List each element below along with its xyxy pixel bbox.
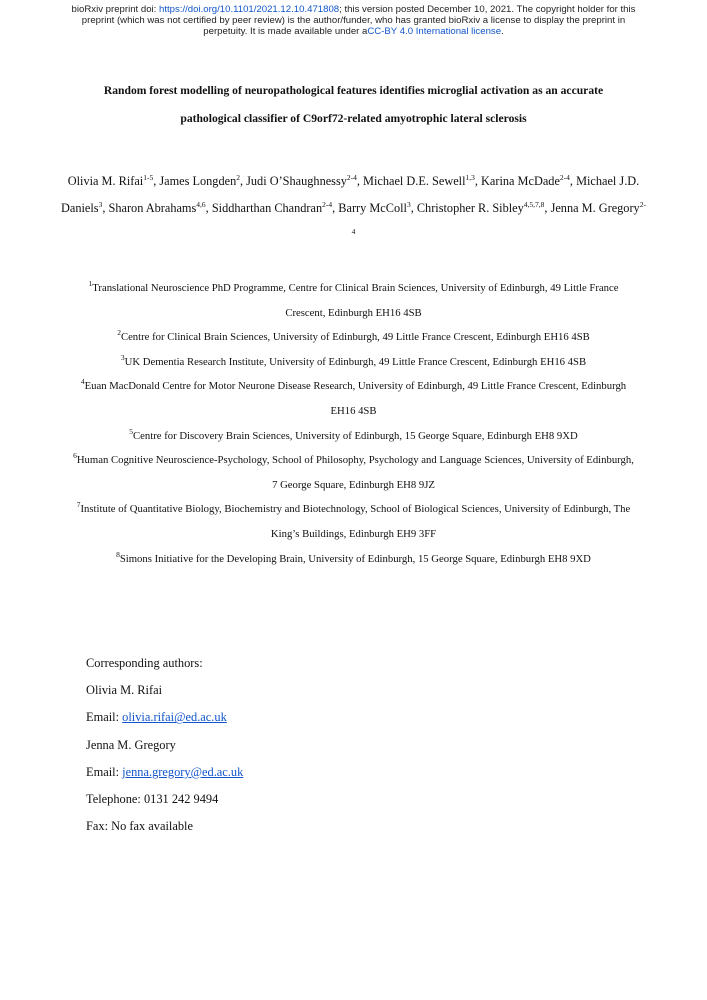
affiliation: [70, 350, 637, 375]
author-name: Olivia M. Rifai: [67, 174, 144, 188]
affiliation: [70, 276, 637, 325]
author-name: Michael D.E. Sewell: [363, 174, 466, 188]
affiliation-text: Simons Initiative for the Developing Brain, University of Edinburgh, 15 George Square, Edinburgh EH8 9XD: [119, 552, 591, 565]
preprint-banner: [0, 4, 707, 37]
affiliation: [70, 448, 637, 497]
affiliation-number: 8: [116, 549, 120, 559]
author-name: James Longden: [159, 174, 237, 188]
affiliation: [70, 325, 637, 350]
author-affiliation-sup: 4,5,7,8: [523, 200, 545, 209]
banner-line-1-prefix: bioRxiv preprint doi:: [71, 4, 159, 15]
banner-line-3-suffix: .: [501, 26, 504, 37]
affiliation-number: 5: [129, 426, 134, 436]
author-affiliation-sup: 3: [406, 200, 411, 209]
affiliation-number: 2: [117, 328, 121, 338]
author-separator: ,: [239, 174, 247, 188]
telephone: Telephone: 0131 242 9494: [86, 792, 219, 807]
affiliation-number: 1: [88, 279, 93, 288]
affiliation-number: 4: [80, 377, 85, 387]
affiliation-text: Euan MacDonald Centre for Motor Neurone Disease Research, University of Edinburgh, 49 Little France Crescent, Edinburgh EH16 4SB: [84, 380, 627, 417]
author-affiliation-sup: 2-4: [346, 173, 357, 182]
author-affiliation-sup: 3: [98, 200, 103, 209]
author-affiliation-sup: 2-4: [351, 200, 646, 236]
affiliation-number: 3: [120, 352, 125, 362]
author-name: Siddharthan Chandran: [211, 201, 323, 215]
contact-2-email-row: [86, 759, 586, 786]
author-list: [60, 168, 647, 249]
author-name: Judi O’Shaughnessy: [246, 174, 347, 188]
contact-2-name: Jenna M. Gregory: [86, 737, 176, 752]
author-separator: ,: [205, 201, 212, 215]
banner-line-1: [0, 4, 707, 15]
affiliation-text: UK Dementia Research Institute, University of Edinburgh, 49 Little France Crescent, Edinburgh EH16 4SB: [124, 355, 587, 368]
corresponding-heading: Corresponding authors:: [86, 656, 203, 670]
author: [338, 201, 417, 215]
author-affiliation-sup: 2-4: [559, 173, 570, 182]
affiliation: [70, 497, 637, 546]
author: [159, 174, 246, 188]
affiliation-text: Institute of Quantitative Biology, Biochemistry and Biotechnology, School of Biological Sciences, University of Edinburgh, The King’s Buildings, Edinburgh EH9 3FF: [80, 503, 631, 540]
affiliation-text: Centre for Discovery Brain Sciences, University of Edinburgh, 15 George Square, Edinburgh EH8 9XD: [133, 429, 578, 442]
affiliation: [70, 547, 637, 572]
affiliation: [70, 424, 637, 449]
author: [109, 201, 212, 215]
affiliation: [70, 374, 637, 423]
affiliation-number: 7: [76, 500, 81, 510]
title-line-2: pathological classifier of C9orf72-related amyotrophic lateral sclerosis: [180, 112, 527, 125]
author-separator: ,: [474, 174, 482, 188]
affiliation-text: Centre for Clinical Brain Sciences, University of Edinburgh, 49 Little France Crescent, Edinburgh EH16 4SB: [120, 331, 590, 344]
contact-1-email-link[interactable]: olivia.rifai@ed.ac.uk: [122, 710, 227, 725]
author-affiliation-sup: 2: [236, 173, 240, 182]
author-affiliation-sup: 1-5: [143, 173, 154, 182]
affiliation-list: [70, 276, 637, 571]
author-name: Sharon Abrahams: [108, 201, 197, 215]
author: [481, 174, 576, 188]
author-separator: ,: [544, 201, 551, 215]
affiliation-text: Translational Neuroscience PhD Programme, Centre for Clinical Brain Sciences, University of Edinburgh, 49 Little France Crescent, Edinburgh EH16 4SB: [92, 282, 619, 319]
author: [68, 174, 160, 188]
author-separator: ,: [410, 201, 417, 215]
author-affiliation-sup: 1,3: [465, 173, 475, 182]
author-name: Christopher R. Sibley: [416, 201, 524, 215]
author: [212, 201, 338, 215]
author-separator: ,: [569, 174, 577, 188]
banner-line-2: preprint (which was not certified by peer review) is the author/funder, who has granted bioRxiv a license to display the preprint in: [81, 15, 626, 26]
affiliation-number: 6: [73, 451, 77, 461]
paper-title: [60, 84, 647, 126]
doi-link[interactable]: https://doi.org/10.1101/2021.12.10.471808: [159, 4, 340, 15]
author: [363, 174, 481, 188]
email-label: Email:: [86, 764, 123, 779]
author-separator: ,: [356, 174, 364, 188]
author-name: Jenna M. Gregory: [550, 201, 640, 215]
author-affiliation-sup: 2-4: [322, 200, 333, 209]
author: [246, 174, 363, 188]
banner-line-3: [0, 26, 707, 37]
author: [417, 201, 551, 215]
banner-line-3-prefix: perpetuity. It is made available under a: [203, 26, 368, 37]
author-name: Barry McColl: [338, 201, 407, 215]
corresponding-authors: [86, 650, 586, 840]
author-separator: ,: [102, 201, 109, 215]
author-name: Karina McDade: [481, 174, 560, 188]
affiliation-text: Human Cognitive Neuroscience-Psychology, School of Philosophy, Psychology and Language Sciences, University of Edinburgh, 7 George Square, Edinburgh EH8 9JZ: [76, 454, 634, 491]
title-line-1: Random forest modelling of neuropathological features identifies microglial activation as an accurate: [103, 84, 604, 97]
contact-2-email-link[interactable]: jenna.gregory@ed.ac.uk: [122, 764, 244, 779]
author-name: Michael J.D. Daniels: [61, 174, 640, 215]
banner-line-1-suffix: ; this version posted December 10, 2021. The copyright holder for this: [339, 4, 636, 15]
author-separator: ,: [153, 174, 160, 188]
author-separator: ,: [332, 201, 339, 215]
fax: Fax: No fax available: [86, 819, 194, 834]
contact-1-name: Olivia M. Rifai: [86, 683, 163, 698]
email-label: Email:: [86, 710, 123, 725]
contact-1-email-row: [86, 704, 586, 731]
author-affiliation-sup: 4,6: [196, 200, 206, 209]
license-link[interactable]: CC-BY 4.0 International license: [367, 26, 502, 37]
